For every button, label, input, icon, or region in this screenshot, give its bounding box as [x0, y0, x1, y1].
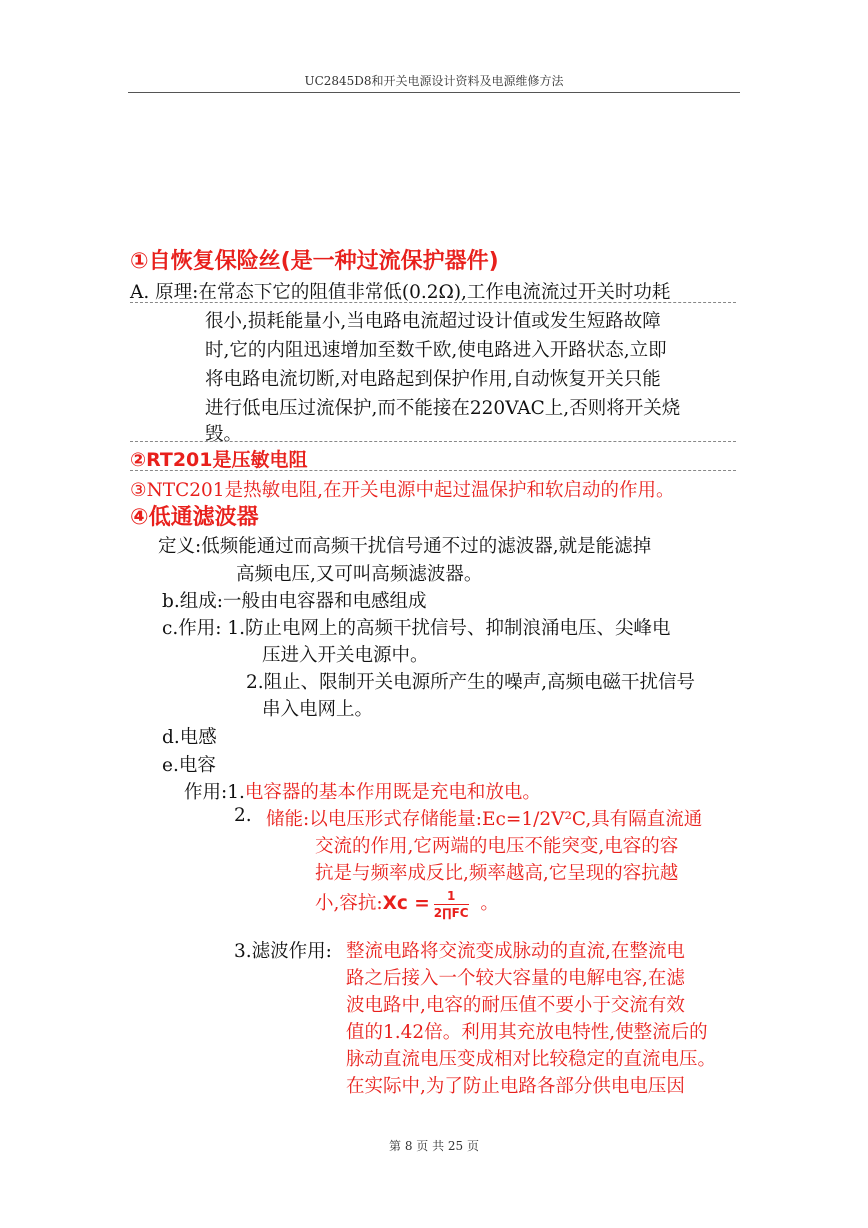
page-header: UC2845D8和开关电源设计资料及电源维修方法 [304, 74, 564, 88]
formula-fraction [434, 890, 469, 919]
storage-line-4 [315, 889, 499, 919]
section3-heading: ③NTC201是热敏电阻,在开关电源中起过温保护和软启动的作用。 [130, 480, 675, 501]
capacitor-function-1: 电容器的基本作用既是充电和放电。 [244, 782, 541, 803]
section2-heading: ②RT201是压敏电阻 [130, 449, 308, 471]
formula-denominator: 2∏FC [433, 905, 469, 920]
section1-heading: ①自恢复保险丝(是一种过流保护器件) [130, 249, 499, 274]
filter-line-5: 脉动直流电压变成相对比较稳定的直流电压。 [346, 1049, 717, 1070]
filter-line-3: 波电路中,电容的耐压值不要小于交流有效 [346, 995, 685, 1016]
definition-line-1: 定义:低频能通过而高频干扰信号通不过的滤波器,就是能滤掉 [158, 536, 652, 557]
divider [130, 302, 736, 303]
function-line-4: 串入电网上。 [262, 699, 374, 720]
capacitor-function-line [184, 778, 541, 804]
filter-label: 3.滤波作用: [234, 941, 332, 962]
definition-line-2: 高频电压,又可叫高频滤波器。 [236, 564, 483, 585]
storage-line-3: 抗是与频率成反比,频率越高,它呈现的容抗越 [315, 863, 679, 884]
inductor-line: d.电感 [162, 727, 217, 748]
divider [130, 441, 736, 442]
filter-line-6: 在实际中,为了防止电路各部分供电电压因 [346, 1076, 685, 1097]
function-line-1: c.作用: 1.防止电网上的高频干扰信号、抑制浪涌电压、尖峰电 [162, 618, 671, 639]
section1-line-1: A. 原理:在常态下它的阻值非常低(0.2Ω),工作电流流过开关时功耗 [130, 282, 671, 303]
storage-line-2: 交流的作用,它两端的电压不能突变,电容的容 [315, 836, 679, 857]
section4-heading: ④低通滤波器 [130, 505, 259, 530]
capacitor-line: e.电容 [162, 755, 216, 776]
storage-line-1: 储能:以电压形式存储能量:Ec=1/2V²C,具有隔直流通 [266, 809, 703, 830]
section1-line-3: 时,它的内阻迅速增加至数千欧,使电路进入开路状态,立即 [205, 340, 667, 361]
divider [130, 470, 736, 471]
function-line-3: 2.阻止、限制开关电源所产生的噪声,高频电磁干扰信号 [246, 672, 696, 693]
filter-line-2: 路之后接入一个较大容量的电解电容,在滤 [346, 968, 685, 989]
header-rule [128, 92, 740, 93]
section1-line-5: 进行低电压过流保护,而不能接在220VAC上,否则将开关烧 [205, 398, 681, 419]
function-line-2: 压进入开关电源中。 [262, 645, 429, 666]
capacitor-function-label: 作用:1. [184, 782, 245, 803]
formula-numerator: 1 [434, 890, 469, 905]
filter-line-4: 值的1.42倍。利用其充放电特性,使整流后的 [346, 1022, 708, 1043]
section1-line-6: 毁。 [205, 424, 243, 445]
section1-line-2: 很小,损耗能量小,当电路电流超过设计值或发生短路故障 [205, 311, 661, 332]
page-footer: 第 8 页 共 25 页 [389, 1139, 479, 1153]
composition-line: b.组成:一般由电容器和电感组成 [162, 591, 427, 612]
formula-lhs: Xc = [382, 893, 430, 914]
storage-last-suffix: 。 [480, 893, 499, 914]
storage-number: 2. [234, 805, 252, 826]
filter-line-1: 整流电路将交流变成脉动的直流,在整流电 [346, 941, 685, 962]
section1-line-4: 将电路电流切断,对电路起到保护作用,自动恢复开关只能 [205, 369, 661, 390]
storage-last-prefix: 小,容抗: [315, 893, 383, 914]
